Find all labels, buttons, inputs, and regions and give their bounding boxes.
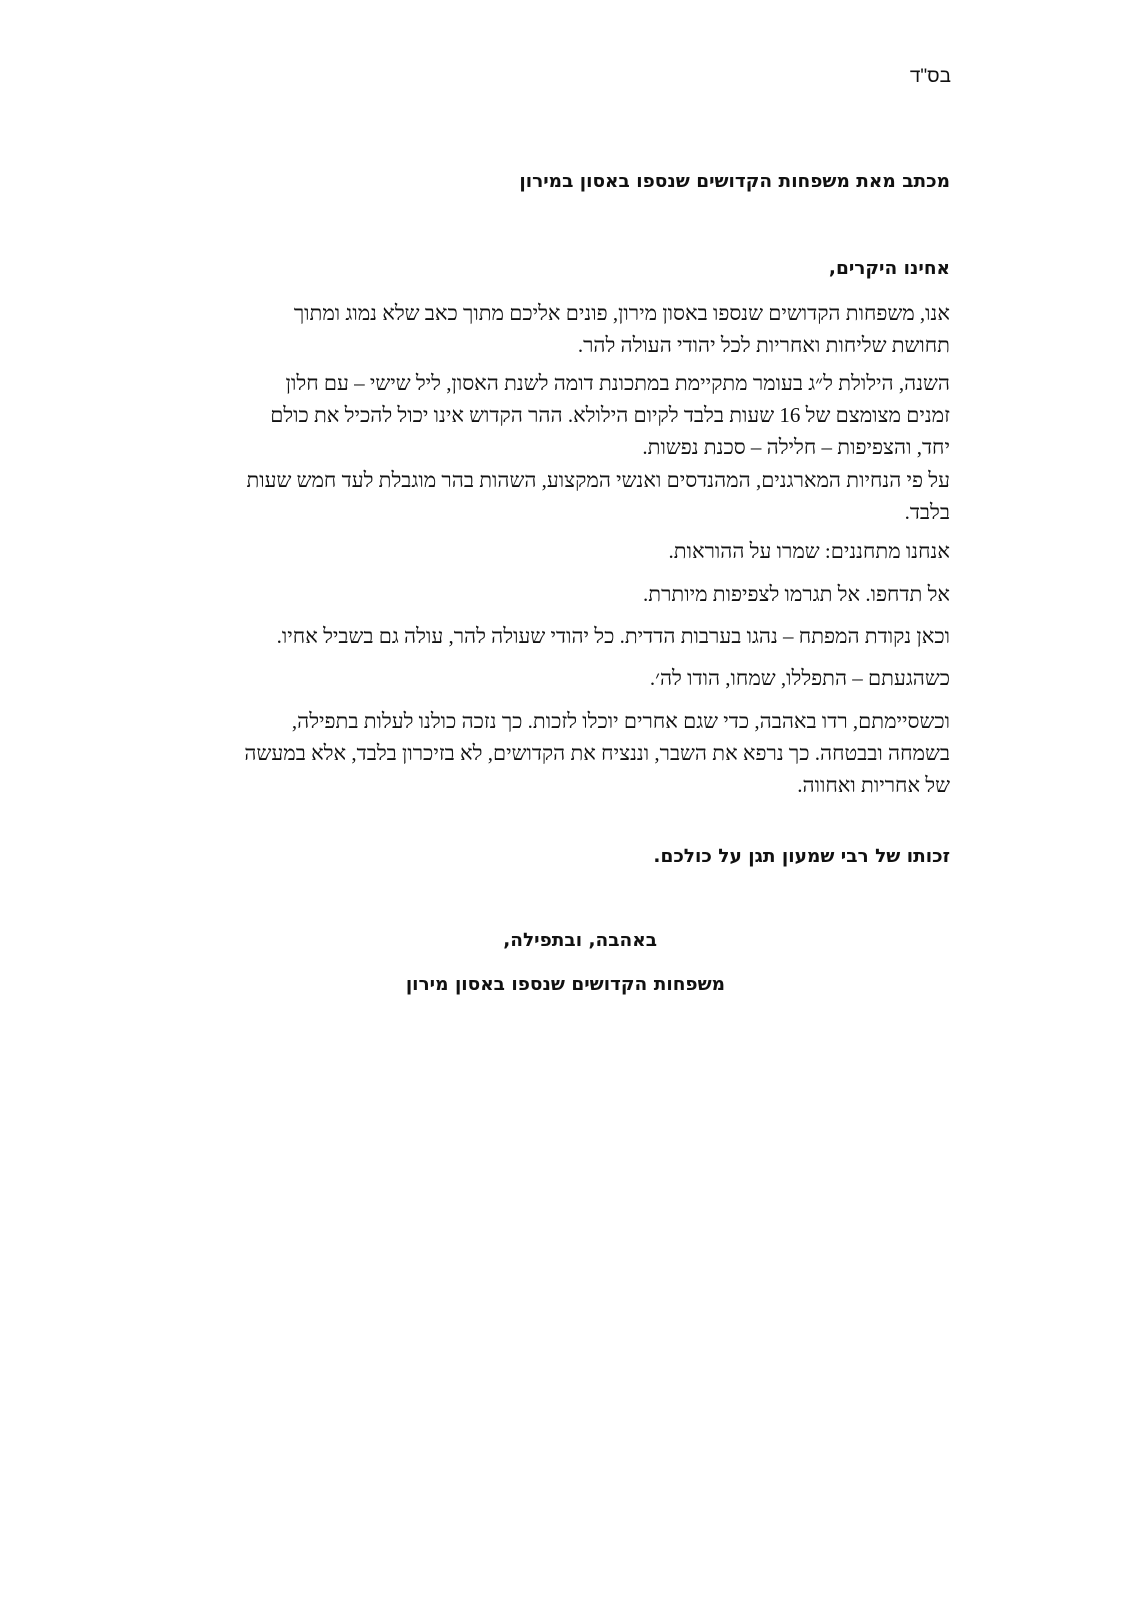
paragraph-key-point xyxy=(160,620,950,652)
paragraph-line: בלבד. xyxy=(904,500,950,524)
paragraph-line: וכאן נקודת המפתח – נהגו בערבות הדדית. כל יהודי שעולה להר, עולה גם בשביל אחיו. xyxy=(276,624,950,648)
letter-title: מכתב מאת משפחות הקדושים שנספו באסון במירון xyxy=(519,171,950,192)
letter-signature: משפחות הקדושים שנספו באסון מירון xyxy=(405,974,725,995)
bsd-header: בס"ד xyxy=(909,66,951,87)
paragraph-when-arrived xyxy=(160,662,950,694)
paragraph-line: השנה, הילולת ל״ג בעומר מתקיימת במתכונת דומה לשנת האסון, ליל שישי – עם חלון xyxy=(285,371,950,395)
paragraph-line: אל תדחפו. אל תגרמו לצפיפות מיותרת. xyxy=(643,582,950,606)
paragraph-line: יחד, והצפיפות – חלילה – סכנת נפשות. xyxy=(642,435,950,459)
letter-closing-blessing: זכותו של רבי שמעון תגן על כולכם. xyxy=(653,846,950,867)
paragraph-guidelines xyxy=(160,464,950,528)
paragraph-line: וכשסיימתם, רדו באהבה, כדי שגם אחרים יוכלו לזכות. כך נזכה כולנו לעלות בתפילה, xyxy=(291,709,950,733)
paragraph-line: אנחנו מתחננים: שמרו על ההוראות. xyxy=(668,539,950,563)
paragraph-line: של אחריות ואחווה. xyxy=(797,773,950,797)
paragraph-line: תחושת שליחות ואחריות לכל יהודי העולה להר. xyxy=(577,333,950,357)
paragraph-line: כשהגעתם – התפללו, שמחו, הודו לה׳. xyxy=(649,666,950,690)
paragraph-line: אנו, משפחות הקדושים שנספו באסון מירון, פונים אליכם מתוך כאב שלא נמוג ומתוך xyxy=(293,301,950,325)
paragraph-line: על פי הנחיות המארגנים, המהנדסים ואנשי המקצוע, השהות בהר מוגבלת לעד חמש שעות xyxy=(246,468,950,492)
paragraph-when-finished xyxy=(160,705,950,801)
paragraph-plea xyxy=(160,535,950,567)
paragraph-line: בשמחה ובבטחה. כך נרפא את השבר, וננציח את הקדושים, לא בזיכרון בלבד, אלא במעשה xyxy=(244,741,950,765)
paragraph-dont-push xyxy=(160,578,950,610)
paragraph-opening xyxy=(160,297,950,361)
paragraph-this-year xyxy=(160,367,950,463)
paragraph-line: זמנים מצומצם של 16 שעות בלבד לקיום הילולא. ההר הקדוש אינו יכול להכיל את כולם xyxy=(270,403,950,427)
letter-sign-off: באהבה, ובתפילה, xyxy=(503,930,657,951)
letter-greeting: אחינו היקרים, xyxy=(828,258,950,279)
